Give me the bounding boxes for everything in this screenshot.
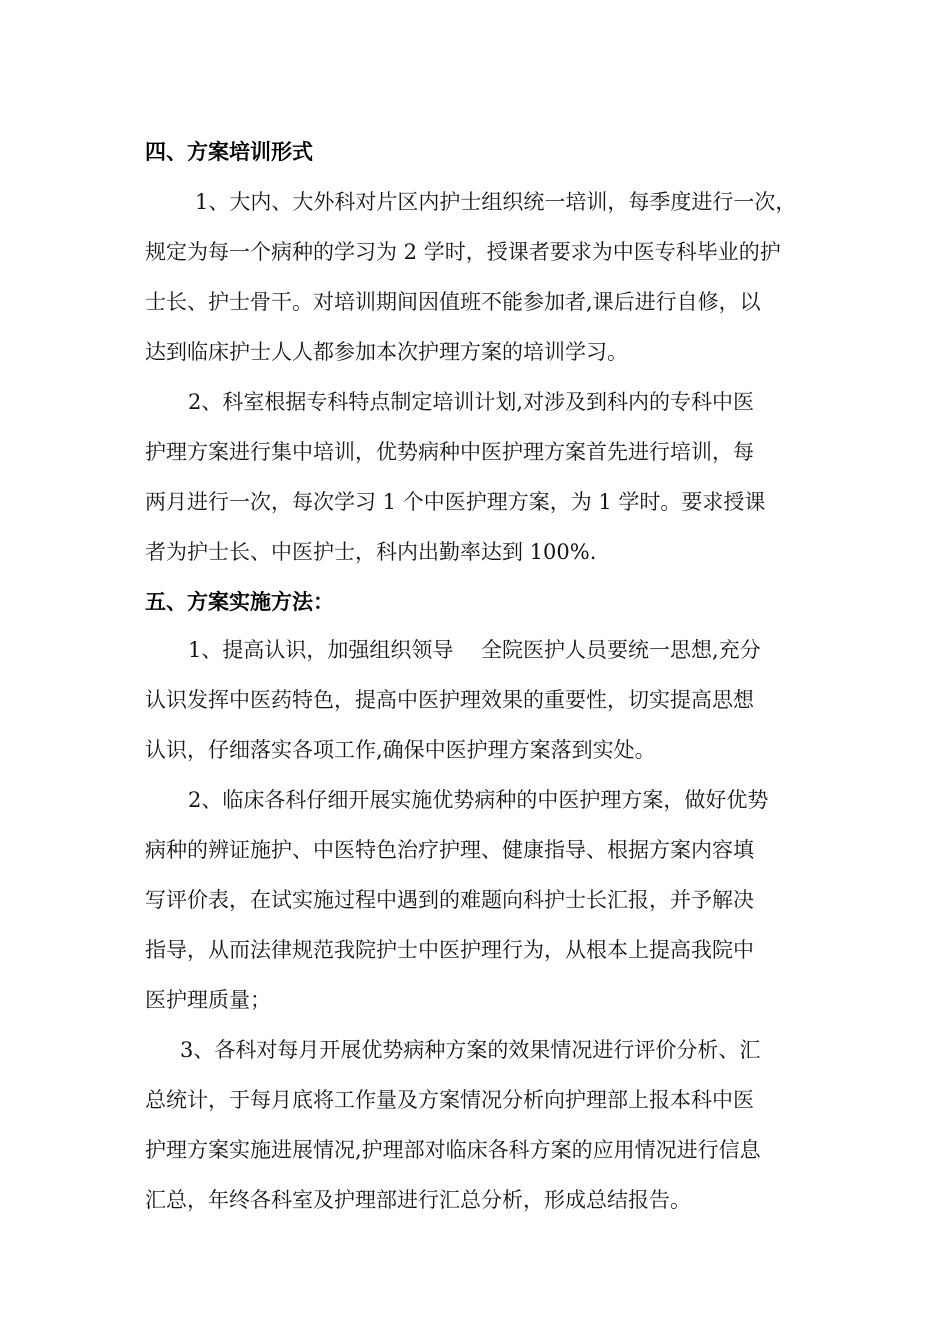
paragraph-line: 指导，从而法律规范我院护士中医护理行为，从根本上提高我院中 xyxy=(145,938,754,962)
paragraph-line: 规定为每一个病种的学习为 2 学时，授课者要求为中医专科毕业的护 xyxy=(145,240,781,264)
paragraph-line: 护理方案进行集中培训，优势病种中医护理方案首先进行培训，每 xyxy=(145,440,754,464)
paragraph-line: 1、大内、大外科对片区内护士组织统一培训，每季度进行一次， xyxy=(195,190,797,214)
paragraph-line: 2、科室根据专科特点制定培训计划,对涉及到科内的专科中医 xyxy=(188,390,755,414)
paragraph-line: 总统计，于每月底将工作量及方案情况分析向护理部上报本科中医 xyxy=(145,1088,754,1112)
paragraph-line: 两月进行一次，每次学习 1 个中医护理方案，为 1 学时。要求授课 xyxy=(145,490,766,514)
paragraph-line: 3、各科对每月开展优势病种方案的效果情况进行评价分析、汇 xyxy=(180,1038,761,1062)
paragraph-line: 者为护士长、中医护士，科内出勤率达到 100%. xyxy=(145,540,597,564)
paragraph-line: 护理方案实施进展情况,护理部对临床各科方案的应用情况进行信息 xyxy=(145,1138,761,1162)
paragraph-line: 士长、护士骨干。对培训期间因值班不能参加者,课后进行自修，以 xyxy=(145,290,761,314)
section-5-heading: 五、方案实施方法： xyxy=(145,590,334,614)
paragraph-line: 认识，仔细落实各项工作,确保中医护理方案落到实处。 xyxy=(145,738,656,762)
paragraph-line: 病种的辨证施护、中医特色治疗护理、健康指导、根据方案内容填 xyxy=(145,838,754,862)
paragraph-line: 2、临床各科仔细开展实施优势病种的中医护理方案，做好优势 xyxy=(188,788,769,812)
paragraph-line: 1、提高认识，加强组织领导 全院医护人员要统一思想,充分 xyxy=(188,638,761,662)
paragraph-line: 认识发挥中医药特色，提高中医护理效果的重要性，切实提高思想 xyxy=(145,688,754,712)
paragraph-line: 汇总，年终各科室及护理部进行汇总分析，形成总结报告。 xyxy=(145,1188,691,1212)
paragraph-line: 写评价表，在试实施过程中遇到的难题向科护士长汇报，并予解决 xyxy=(145,888,754,912)
paragraph-line: 达到临床护士人人都参加本次护理方案的培训学习。 xyxy=(145,340,628,364)
section-4-heading: 四、方案培训形式 xyxy=(145,140,313,164)
paragraph-line: 医护理质量； xyxy=(145,988,271,1012)
